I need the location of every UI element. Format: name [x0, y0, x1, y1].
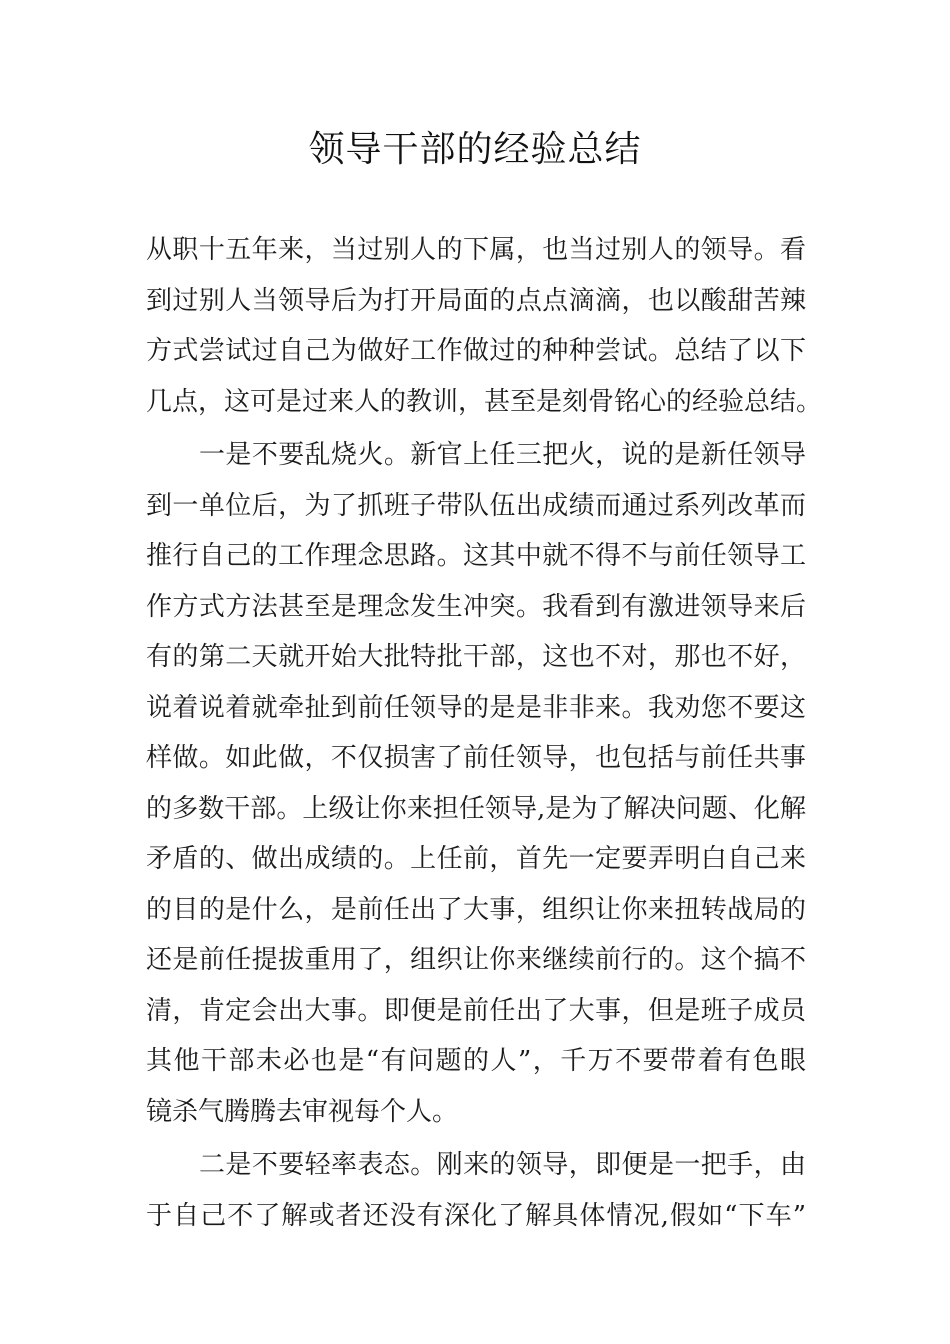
- paragraph-1-line-1: 从职十五年来，当过别人的下属，也当过别人的领导。看: [146, 235, 806, 265]
- paragraph-3-line-1: 二是不要轻率表态。刚来的领导，即便是一把手，由: [199, 1150, 806, 1180]
- paragraph-1-line-3: 方式尝试过自己为做好工作做过的种种尝试。总结了以下: [146, 336, 806, 366]
- paragraph-2-line-1: 一是不要乱烧火。新官上任三把火，说的是新任领导: [199, 440, 806, 470]
- paragraph-3-line-2: 于自己不了解或者还没有深化了解具体情况,假如“下车”: [146, 1200, 806, 1231]
- paragraph-1-line-2: 到过别人当领导后为打开局面的点点滴滴，也以酸甜苦辣: [146, 285, 806, 316]
- paragraph-2-line-11: 还是前任提拔重用了，组织让你来继续前行的。这个搞不: [146, 945, 806, 975]
- paragraph-2-line-3: 推行自己的工作理念思路。这其中就不得不与前任领导工: [146, 541, 806, 571]
- document-body: [146, 225, 823, 1241]
- paragraph-2-line-6: 说着说着就牵扯到前任领导的是是非非来。我劝您不要这: [146, 692, 806, 723]
- paragraph-2-line-13: 其他干部未必也是“有问题的人”，千万不要带着有色眼: [146, 1046, 806, 1076]
- paragraph-2-line-8: 的多数干部。上级让你来担任领导,是为了解决问题、化解: [146, 793, 806, 824]
- document-title: 领导干部的经验总结: [308, 129, 642, 170]
- paragraph-2-line-2: 到一单位后，为了抓班子带队伍出成绩而通过系列改革而: [146, 490, 806, 521]
- paragraph-2-line-9: 矛盾的、做出成绩的。上任前，首先一定要弄明白自己来: [146, 844, 806, 874]
- paragraph-2-line-7: 样做。如此做，不仅损害了前任领导，也包括与前任共事: [146, 743, 806, 773]
- paragraph-1-line-4: 几点，这可是过来人的教训，甚至是刻骨铭心的经验总结。: [146, 386, 823, 417]
- paragraph-2-line-4: 作方式方法甚至是理念发生冲突。我看到有激进领导来后: [146, 591, 806, 622]
- paragraph-2-line-12: 清，肯定会出大事。即便是前任出了大事，但是班子成员: [146, 995, 806, 1026]
- paragraph-2-line-5: 有的第二天就开始大批特批干部，这也不对，那也不好，: [146, 642, 806, 672]
- paragraph-2-line-10: 的目的是什么，是前任出了大事，组织让你来扭转战局的: [146, 894, 806, 925]
- paragraph-2-line-14: 镜杀气腾腾去审视每个人。: [146, 1096, 459, 1127]
